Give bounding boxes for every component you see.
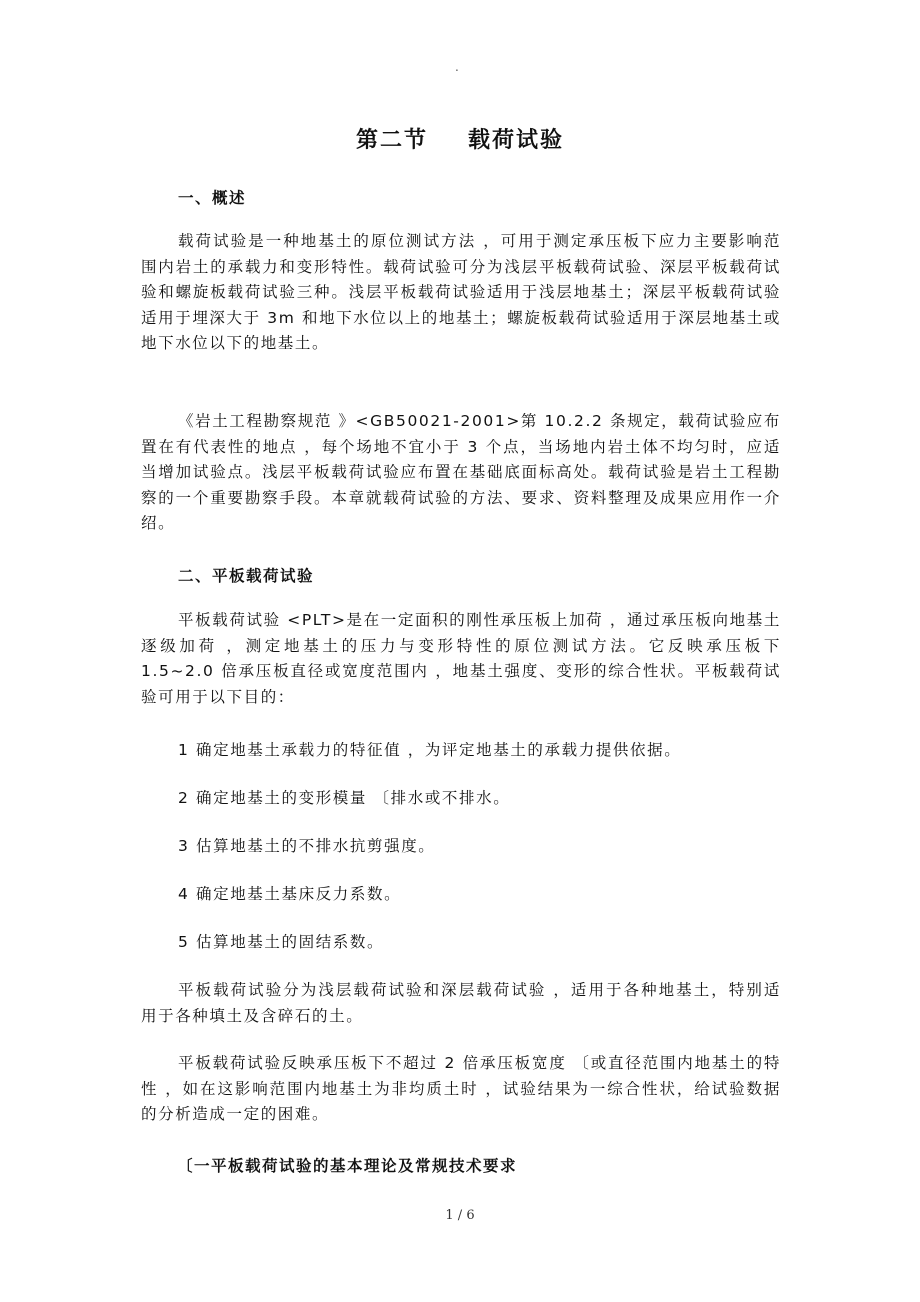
section-heading-plate-load-test: 二、平板载荷试验 <box>178 567 315 585</box>
overview-paragraph-2: 《岩土工程勘察规范 》<GB50021-2001>第 10.2.2 条规定，载荷试验应布置在有代表性的地点 ，每个场地不宜小于 3 个点，当场地内岩土体不均匀时，应适当增加试验点。浅层平板载荷试验应布置在基础底面标高处。载荷试验是岩土工程勘察的一个重要勘察手段。本章就载荷试验的方法、要求、资料整理及成果应用作一介绍。 <box>141 412 781 533</box>
subsection-heading: 〔一平板载荷试验的基本理论及常规技术要求 <box>177 1157 518 1175</box>
overview-paragraph-1: 载荷试验是一种地基土的原位测试方法 ，可用于测定承压板下应力主要影响范围内岩土的承载力和变形特性。载荷试验可分为浅层平板载荷试验、深层平板载荷试验和螺旋板载荷试验三种。浅层平板载荷试验适用于浅层地基土；深层平板载荷试验适用于埋深大于 3m 和地下水位以上的地基土；螺旋板载荷试验适用于深层地基土或地下水位以下的地基土。 <box>141 232 781 353</box>
plate-test-paragraph-1: 平板载荷试验 <PLT>是在一定面积的刚性承压板上加荷 ，通过承压板向地基土逐级加荷 ，测定地基土的压力与变形特性的原位测试方法。它反映承压板下 1.5~2.0 倍承压板直径或宽度范围内 ，地基土强度、变形的综合性状。平板载荷试验可用于以下目的： <box>141 611 781 706</box>
purpose-item-1: 1 确定地基土承载力的特征值 ，为评定地基土的承载力提供依据。 <box>178 741 682 759</box>
purpose-item-4: 4 确定地基土基床反力系数。 <box>178 885 402 903</box>
section-heading-overview: 一、概述 <box>178 189 247 207</box>
header-mark: . <box>455 60 459 74</box>
title-section-name: 载荷试验 <box>468 128 565 153</box>
purpose-item-2: 2 确定地基土的变形模量 〔排水或不排水。 <box>178 789 511 807</box>
plate-test-paragraph-3: 平板载荷试验反映承压板下不超过 2 倍承压板宽度 〔或直径范围内地基土的特性 ，如在这影响范围内地基土为非均质土时 ，试验结果为一综合性状，给试验数据的分析造成一定的困难。 <box>141 1054 781 1124</box>
purpose-item-3: 3 估算地基土的不排水抗剪强度。 <box>178 837 436 855</box>
page-title <box>0 123 920 154</box>
plate-test-paragraph-2: 平板载荷试验分为浅层载荷试验和深层载荷试验 ，适用于各种地基土，特别适用于各种填土及含碎石的土。 <box>141 981 781 1025</box>
page-number: 1 / 6 <box>445 1208 475 1223</box>
purpose-item-5: 5 估算地基土的固结系数。 <box>178 933 385 951</box>
title-section-number: 第二节 <box>355 128 428 153</box>
